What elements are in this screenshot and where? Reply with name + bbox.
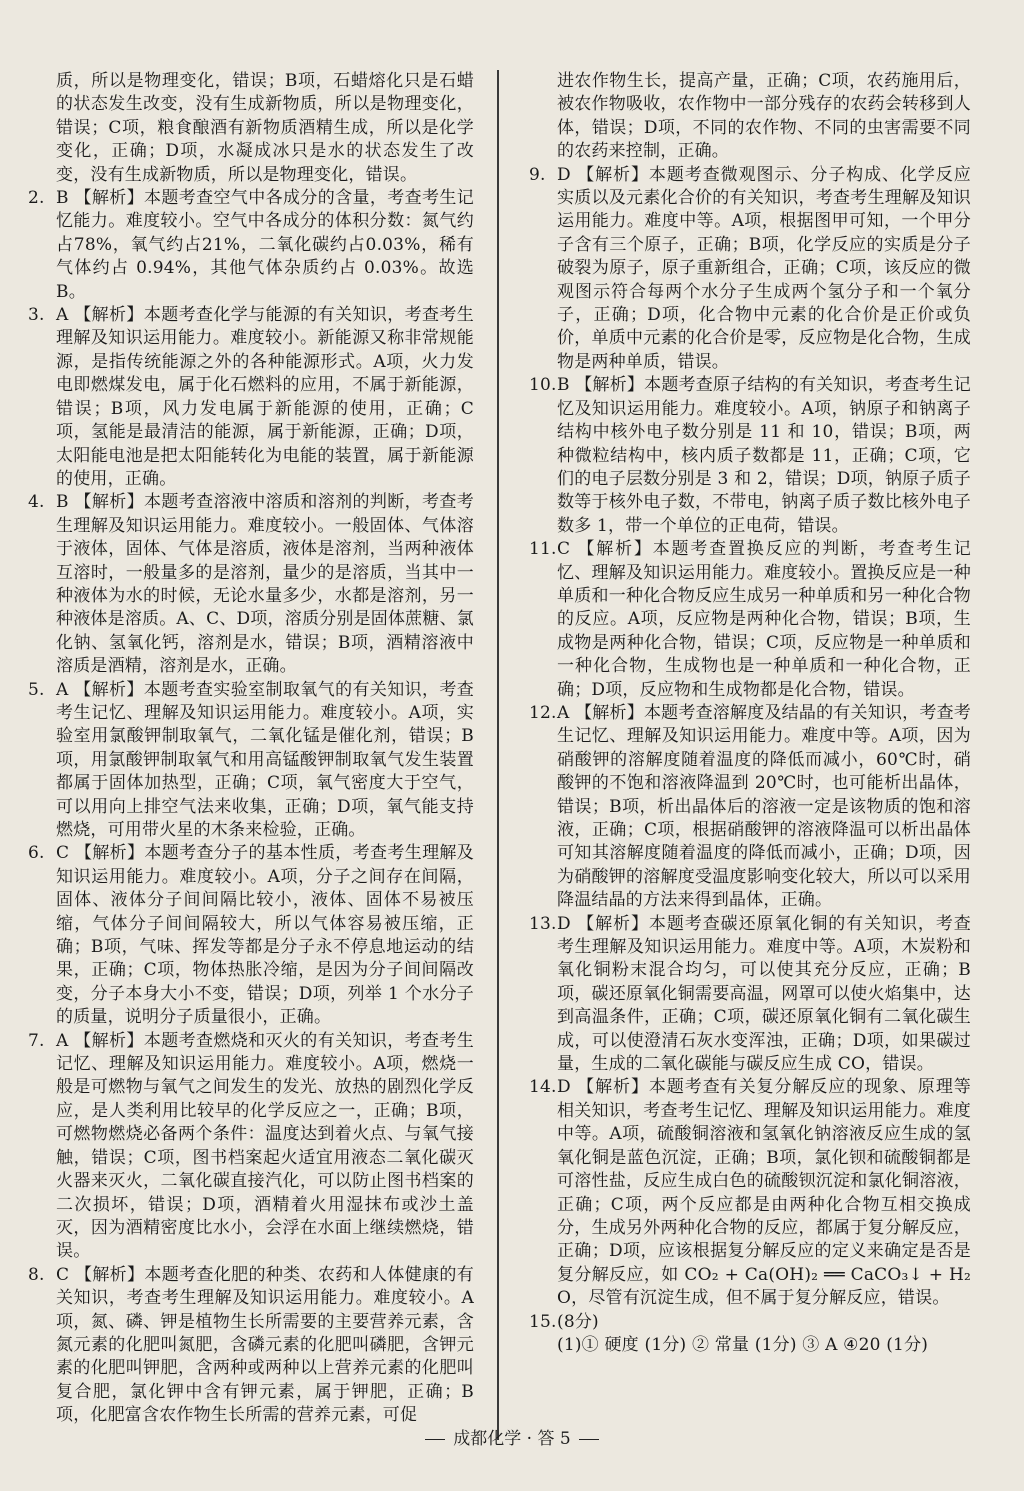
item-text: A 【解析】本题考查溶解度及结晶的有关知识，考查考生记忆、理解及知识运用能力。难度中等。A项，因为硝酸钾的溶解度随着温度的降低而减小，60℃时，硝酸钾的不饱和溶液降温到 20℃时，也可能析出晶体，错误；B项，析出晶体后的溶液一定是该物质的饱和溶液，正确；C项，根据硝酸钾的溶液降温可以析出晶体可知其溶解度随着温度的降低而减小，正确；D项，因为硝酸钾的溶解度受温度影响变化较大，所以可以采用降温结晶的方法来得到晶体，正确。 [557, 702, 971, 911]
item-number: 6. [28, 843, 45, 864]
item-number: 7. [28, 1030, 45, 1051]
item-number: 5. [28, 679, 45, 700]
item-number: 10. [529, 375, 557, 396]
answer-item-11 [529, 538, 971, 702]
answer-item-3 [28, 304, 474, 491]
item-text: A 【解析】本题考查燃烧和灭火的有关知识，考查考生记忆、理解及知识运用能力。难度较小。A项，燃烧一般是可燃物与氧气之间发生的发光、放热的剧烈化学反应，是人类利用比较早的化学反应之一，正确；B项，可燃物燃烧必备两个条件：温度达到着火点、与氧气接触，错误；C项，图书档案起火适宜用液态二氧化碳灭火器来灭火，二氧化碳直接汽化，可以防止图书档案的二次损坏，错误；D项，酒精着火用湿抹布或沙土盖灭，因为酒精密度比水小，会浮在水面上继续燃烧，错误。 [56, 1030, 474, 1262]
answer-item-6 [28, 842, 474, 1029]
item-number: 13. [529, 913, 557, 934]
item-text: C 【解析】本题考查置换反应的判断，考查考生记忆、理解及知识运用能力。难度较小。置换反应是一种单质和一种化合物反应生成另一种单质和另一种化合物的反应。A项，反应物是两种化合物，错误；B项，生成物是两种化合物，错误；C项，反应物是一种单质和一种化合物，生成物也是一种单质和一种化合物，正确；D项，反应物和生成物都是化合物，错误。 [557, 539, 971, 700]
item-number: 2. [28, 188, 45, 209]
answer-item-14 [529, 1076, 971, 1310]
answer-item-15 [529, 1311, 971, 1334]
answer-item-4 [28, 491, 474, 678]
footer-label: 成都化学 · 答 5 [453, 1429, 571, 1449]
answer-item-7 [28, 1030, 474, 1264]
item-text: D 【解析】本题考查有关复分解反应的现象、原理等相关知识，考查考生记忆、理解及知识运用能力。难度中等。A项，硫酸铜溶液和氢氧化钠溶液反应生成的氢氧化铜是蓝色沉淀，正确；B项，氯化钡和硫酸铜都是可溶性盐，反应生成白色的硫酸钡沉淀和氯化铜溶液，正确；C项，两个反应都是由两种化合物互相交换成分，生成另外两种化合物的反应，都属于复分解反应，正确；D项，应该根据复分解反应的定义来确定是否是复分解反应，如 CO₂ + Ca(OH)₂ ══ CaCO₃↓ + H₂O，尽管有沉淀生成，但不属于复分解反应，错误。 [557, 1077, 971, 1309]
item-number: 11. [529, 539, 557, 560]
item-text: B 【解析】本题考查原子结构的有关知识，考查考生记忆及知识运用能力。难度较小。A项，钠原子和钠离子结构中核外电子数分别是 11 和 10，错误；B项，两种微粒结构中，核内质子数都是 11，正确；C项，它们的电子层数分别是 3 和 2，错误；D项，钠原子质子数等于核外电子数，不带电，钠离子质子数比核外电子数多 1，带一个单位的正电荷，错误。 [557, 375, 971, 536]
continued-paragraph: 进农作物生长，提高产量，正确；C项，农药施用后，被农作物吸收，农作物中一部分残存的农药会转移到人体，错误；D项，不同的农作物、不同的虫害需要不同的农药来控制，正确。 [557, 71, 971, 162]
continued-paragraph: 质，所以是物理变化，错误；B项，石蜡熔化只是石蜡的状态发生改变，没有生成新物质，所以是物理变化，错误；C项，粮食酿酒有新物质酒精生成，所以是化学变化，正确；D项，水凝成冰只是水的状态发生了改变，没有生成新物质，所以是物理变化，错误。 [56, 71, 474, 185]
item-number: 4. [28, 492, 45, 513]
item-text: B 【解析】本题考查空气中各成分的含量，考查考生记忆能力。难度较小。空气中各成分的体积分数：氮气约占78%，氧气约占21%，二氧化碳约占0.03%，稀有气体约占 0.94%，其他气体杂质约占 0.03%。故选 B。 [56, 188, 474, 302]
item-number: 9. [529, 164, 546, 185]
answer-item-12 [529, 702, 971, 913]
item-text: D 【解析】本题考查碳还原氧化铜的有关知识，考查考生理解及知识运用能力。难度中等。A项，木炭粉和氧化铜粉末混合均匀，可以使其充分反应，正确；B项，碳还原氧化铜需要高温，网罩可以使火焰集中，达到高温条件，正确；C项，碳还原氧化铜有二氧化碳生成，可以使澄清石灰水变浑浊，正确；D项，如果碳过量，生成的二氧化碳能与碳反应生成 CO，错误。 [557, 913, 971, 1075]
item-text: C 【解析】本题考查化肥的种类、农药和人体健康的有关知识，考查考生理解及知识运用能力。难度较小。A项，氮、磷、钾是植物生长所需要的主要营养元素，含氮元素的化肥叫氮肥，含磷元素的化肥叫磷肥，含钾元素的化肥叫钾肥，含两种或两种以上营养元素的化肥叫复合肥，氯化钾中含有钾元素，属于钾肥，正确；B项，化肥富含农作物生长所需的营养元素，可促 [56, 1264, 474, 1426]
item-number: 15. [529, 1311, 557, 1332]
answer-item-5 [28, 679, 474, 843]
item-number: 8. [28, 1264, 45, 1285]
answer-item-9 [529, 164, 971, 375]
column-divider [497, 70, 499, 1440]
item-text: A 【解析】本题考查化学与能源的有关知识，考查考生理解及知识运用能力。难度较小。新能源又称非常规能源，是指传统能源之外的各种能源形式。A项，火力发电即燃煤发电，属于化石燃料的应用，不属于新能源，错误；B项，风力发电属于新能源的使用，正确；C项，氢能是最清洁的能源，属于新能源，正确；D项，太阳能电池是把太阳能转化为电能的装置，属于新能源的使用，正确。 [56, 305, 474, 489]
left-column [28, 70, 474, 1428]
q15-sub-answers: (1)① 硬度 (1分) ② 常量 (1分) ③ A ④20 (1分) [557, 1334, 929, 1355]
answer-item-2 [28, 187, 474, 304]
item-number: 3. [28, 305, 45, 326]
item-number: 14. [529, 1077, 557, 1098]
footer-dash-left [425, 1439, 445, 1440]
item-text: (8分) [557, 1311, 599, 1332]
item-text: A 【解析】本题考查实验室制取氧气的有关知识，考查考生记忆、理解及知识运用能力。难度较小。A项，实验室用氯酸钾制取氧气，二氧化锰是催化剂，错误；B项，用氯酸钾制取氧气和用高锰酸钾制取氧气发生装置都属于固体加热型，正确；C项，氧气密度大于空气，可以用向上排空气法来收集，正确；D项，氧气能支持燃烧，可用带火星的木条来检验，正确。 [56, 679, 474, 840]
right-column [529, 70, 971, 1357]
item-text: D 【解析】本题考查微观图示、分子构成、化学反应实质以及元素化合价的有关知识，考查考生理解及知识运用能力。难度中等。A项，根据图甲可知，一个甲分子含有三个原子，正确；B项，化学反应的实质是分子破裂为原子，原子重新组合，正确；C项，该反应的微观图示符合每两个水分子生成两个氢分子和一个氧分子，正确；D项，化合物中元素的化合价是正价或负价，单质中元素的化合价是零，反应物是化合物，生成物是两种单质，错误。 [557, 164, 971, 372]
item-text: B 【解析】本题考查溶液中溶质和溶剂的判断，考查考生理解及知识运用能力。难度较小。一般固体、气体溶于液体，固体、气体是溶质，液体是溶剂，当两种液体互溶时，一般量多的是溶剂，量少的是溶质，当其中一种液体为水的时候，无论水量多少，水都是溶剂，另一种液体是溶质。A、C、D项，溶质分别是固体蔗糖、氯化钠、氢氧化钙，溶剂是水，错误；B项，酒精溶液中溶质是酒精，溶剂是水，正确。 [56, 492, 474, 677]
item-number: 12. [529, 702, 557, 723]
item-text: C 【解析】本题考查分子的基本性质，考查考生理解及知识运用能力。难度较小。A项，分子之间存在间隔，固体、液体分子间间隔比较小，液体、固体不易被压缩，气体分子间间隔较大，所以气体容易被压缩，正确；B项，气味、挥发等都是分子永不停息地运动的结果，正确；C项，物体热胀冷缩，是因为分子间间隔改变，分子本身大小不变，错误；D项，列举 1 个水分子的质量，说明分子质量很小，正确。 [56, 843, 474, 1028]
answer-item-10 [529, 374, 971, 538]
answer-item-13 [529, 913, 971, 1077]
footer-dash-right [579, 1439, 599, 1440]
page-footer [0, 1424, 1024, 1449]
answer-item-8 [28, 1264, 474, 1428]
